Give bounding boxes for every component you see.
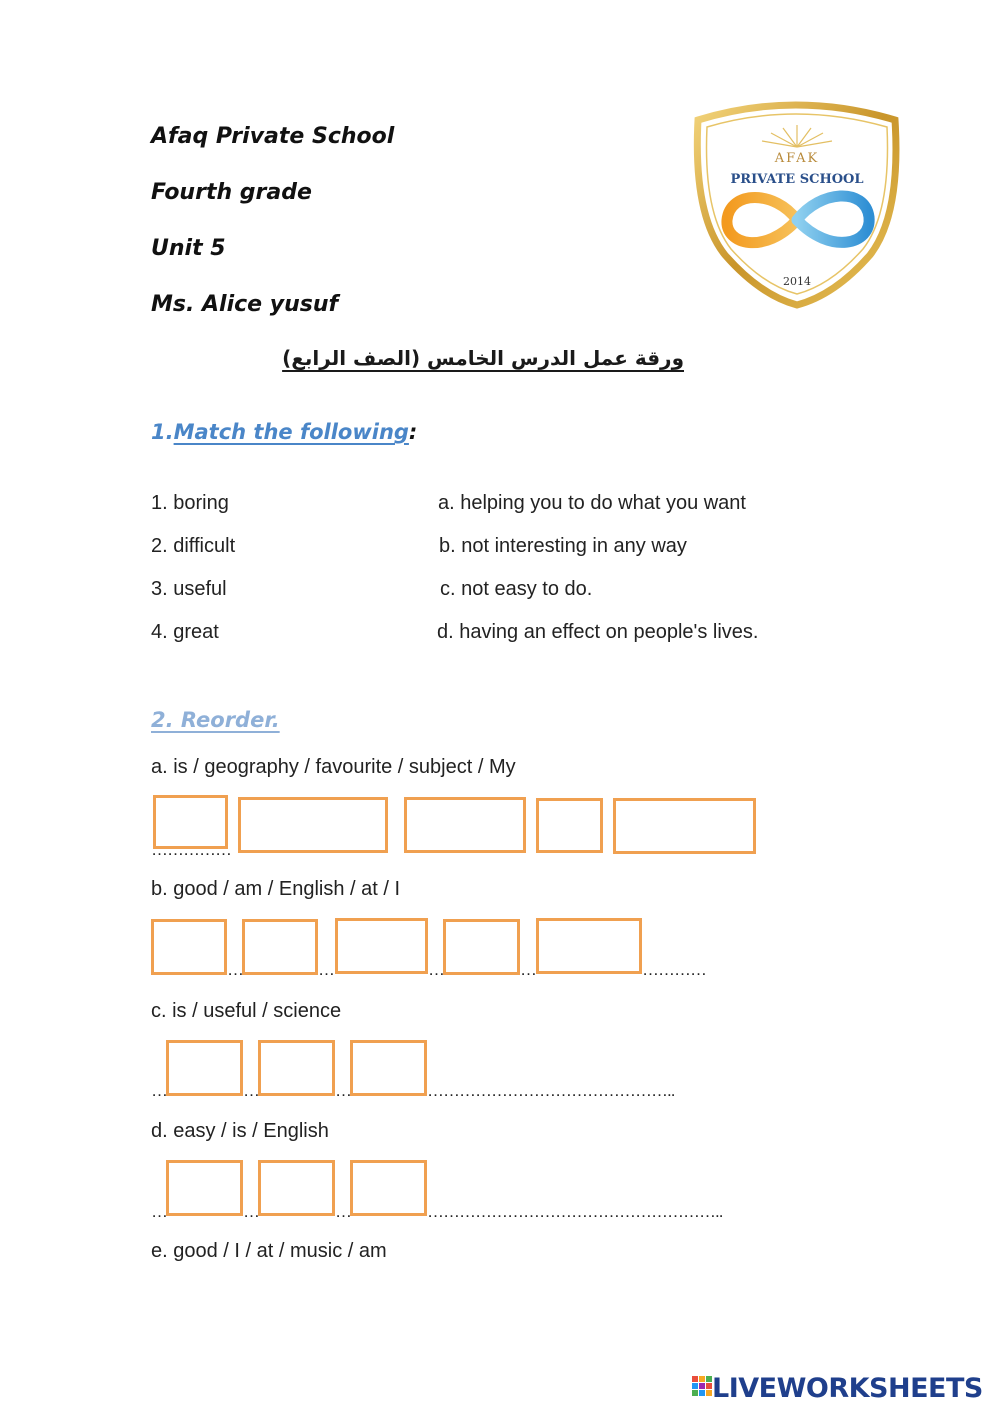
answer-dots: …	[151, 1081, 167, 1100]
answer-box[interactable]	[536, 798, 603, 853]
answer-dots: …	[151, 1202, 167, 1221]
answer-dots: ………………………………………………..	[427, 1202, 723, 1221]
match-right-item: a. helping you to do what you want	[438, 492, 746, 514]
section1-title: Match the following	[173, 420, 409, 444]
answer-dots: …	[227, 960, 243, 979]
teacher-name: Ms. Alice yusuf	[151, 292, 339, 317]
answer-dots: …	[318, 960, 334, 979]
match-left-item: 4. great	[151, 621, 219, 643]
answer-box[interactable]	[404, 797, 526, 853]
answer-box[interactable]	[166, 1040, 243, 1096]
match-left-item: 3. useful	[151, 578, 227, 600]
liveworksheets-logo[interactable]	[692, 1373, 983, 1404]
match-left-item: 2. difficult	[151, 535, 236, 557]
answer-box[interactable]	[242, 919, 318, 975]
liveworksheets-brand: LIVEWORKSHEETS	[712, 1373, 983, 1404]
match-left-item: 1. boring	[151, 492, 229, 514]
answer-dots: …	[335, 1202, 351, 1221]
reorder-prompt-b: b. good / am / English / at / I	[151, 878, 401, 900]
answer-box[interactable]	[536, 918, 642, 974]
answer-dots: ………………………………………..	[427, 1081, 675, 1100]
logo-line1: AFAK	[774, 151, 820, 166]
answer-box[interactable]	[153, 795, 228, 849]
match-right-item: c. not easy to do.	[440, 578, 593, 600]
match-right-item: b. not interesting in any way	[439, 535, 687, 557]
reorder-prompt-e: e. good / I / at / music / am	[151, 1240, 387, 1262]
reorder-prompt-d: d. easy / is / English	[151, 1120, 329, 1142]
answer-dots: …	[428, 960, 444, 979]
answer-dots: …	[243, 1202, 259, 1221]
unit-label: Unit 5	[151, 236, 226, 261]
logo-year: 2014	[783, 275, 811, 288]
answer-box[interactable]	[335, 918, 428, 974]
school-logo	[665, 95, 935, 315]
section2-heading: 2. Reorder.	[151, 708, 280, 732]
answer-box[interactable]	[151, 919, 227, 975]
section1-number: 1.	[151, 420, 174, 444]
reorder-prompt-a: a. is / geography / favourite / subject / My	[151, 756, 516, 778]
liveworksheets-icon	[692, 1376, 712, 1396]
reorder-prompt-c: c. is / useful / science	[151, 1000, 342, 1022]
answer-box[interactable]	[350, 1160, 427, 1216]
answer-dots: …	[243, 1081, 259, 1100]
answer-box[interactable]	[166, 1160, 243, 1216]
answer-box[interactable]	[238, 797, 388, 853]
answer-dots: …	[520, 960, 536, 979]
section1-heading	[151, 420, 417, 444]
worksheet-title-arabic: ورقة عمل الدرس الخامس (الصف الرابع)	[282, 346, 684, 370]
answer-box[interactable]	[613, 798, 756, 854]
school-name: Afaq Private School	[151, 124, 395, 149]
logo-line2: PRIVATE SCHOOL	[730, 172, 864, 187]
grade-label: Fourth grade	[151, 180, 312, 205]
answer-dots: …………	[642, 960, 706, 979]
answer-box[interactable]	[443, 919, 520, 975]
answer-box[interactable]	[258, 1040, 335, 1096]
match-right-item: d. having an effect on people's lives.	[437, 621, 759, 643]
answer-dots: …	[335, 1081, 351, 1100]
answer-box[interactable]	[350, 1040, 427, 1096]
section1-colon: :	[408, 420, 418, 444]
answer-dots: ……………	[151, 840, 231, 859]
answer-box[interactable]	[258, 1160, 335, 1216]
